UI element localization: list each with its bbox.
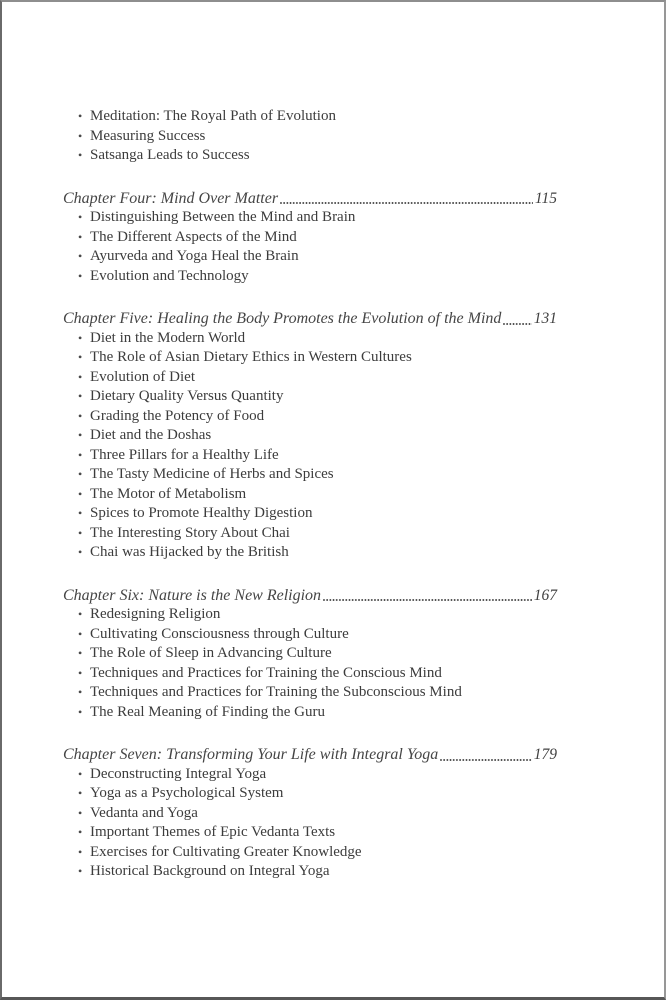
item-label: Distinguishing Between the Mind and Brain	[90, 209, 356, 225]
item-label: The Role of Sleep in Advancing Culture	[90, 645, 332, 661]
toc-item	[63, 683, 557, 703]
toc-item	[63, 368, 557, 388]
toc-item	[63, 485, 557, 505]
toc-item	[63, 862, 557, 882]
toc-item	[63, 823, 557, 843]
bullet-icon: •	[78, 408, 83, 423]
item-label: Evolution of Diet	[90, 368, 195, 385]
item-label: Vedanta and Yoga	[90, 804, 198, 821]
bullet-icon: •	[78, 525, 83, 540]
chapter-page-number: 131	[533, 310, 557, 327]
bullet-icon: •	[78, 229, 83, 244]
item-label: Diet and the Doshas	[90, 427, 212, 443]
toc-item	[63, 127, 557, 147]
chapter-title: Chapter Four: Mind Over Matter	[63, 189, 279, 207]
toc-item	[63, 146, 557, 166]
toc-item	[63, 348, 557, 368]
chapter-2-topic-list	[63, 605, 557, 722]
chapter-title: Chapter Five: Healing the Body Promotes the Evolution of the Mind	[63, 310, 502, 327]
toc-item	[63, 228, 557, 248]
bullet-icon: •	[78, 389, 83, 403]
item-label: Cultivating Consciousness through Culture	[90, 625, 349, 642]
toc-item	[63, 765, 557, 785]
item-label: The Different Aspects of the Mind	[90, 228, 297, 245]
chapter-heading-row	[63, 189, 557, 209]
item-label: Meditation: The Royal Path of Evolution	[90, 108, 336, 124]
chapter-page-number: 179	[533, 746, 557, 763]
toc-item	[63, 605, 557, 625]
item-label: Deconstructing Integral Yoga	[90, 765, 267, 782]
item-label: The Real Meaning of Finding the Guru	[90, 703, 325, 720]
toc-item	[63, 387, 557, 407]
bullet-icon: •	[78, 447, 83, 462]
item-label: The Interesting Story About Chai	[90, 524, 290, 541]
bullet-icon: •	[78, 109, 83, 123]
toc-item	[63, 524, 557, 544]
bullet-icon: •	[78, 428, 83, 442]
chapter-1-topic-list	[63, 329, 557, 563]
bullet-icon: •	[78, 626, 83, 641]
item-label: Diet in the Modern World	[90, 329, 246, 346]
bullet-icon: •	[78, 685, 83, 699]
continued-topic-list	[63, 107, 557, 166]
item-label: Three Pillars for a Healthy Life	[90, 446, 279, 463]
dot-leader	[323, 599, 532, 601]
item-label: The Motor of Metabolism	[90, 485, 247, 502]
item-label: Techniques and Practices for Training the Conscious Mind	[90, 664, 442, 681]
dot-leader	[280, 202, 533, 204]
chapter-page-number: 115	[534, 189, 557, 207]
bullet-icon: •	[78, 148, 83, 162]
toc-item	[63, 247, 557, 267]
bullet-icon: •	[78, 210, 83, 224]
item-label: Satsanga Leads to Success	[90, 147, 250, 163]
chapter-heading-row	[63, 586, 557, 606]
bullet-icon: •	[78, 766, 83, 781]
chapter-title: Chapter Six: Nature is the New Religion	[63, 586, 322, 604]
toc-content	[63, 107, 557, 882]
toc-item	[63, 504, 557, 524]
bullet-icon: •	[78, 844, 83, 859]
bullet-icon: •	[78, 268, 83, 283]
bullet-icon: •	[78, 467, 83, 481]
bullet-icon: •	[78, 646, 83, 660]
toc-item	[63, 625, 557, 645]
bullet-icon: •	[78, 704, 83, 719]
item-label: Redesigning Religion	[90, 606, 221, 622]
chapter-title: Chapter Seven: Transforming Your Life with Integral Yoga	[63, 746, 439, 763]
item-label: Chai was Hijacked by the British	[90, 544, 289, 560]
item-label: Yoga as a Psychological System	[90, 785, 284, 801]
item-label: Techniques and Practices for Training the Subconscious Mind	[90, 684, 462, 700]
toc-item	[63, 843, 557, 863]
bullet-icon: •	[78, 249, 83, 263]
toc-item	[63, 208, 557, 228]
bullet-icon: •	[78, 486, 83, 501]
bullet-icon: •	[78, 786, 83, 800]
bullet-icon: •	[78, 545, 83, 559]
toc-item	[63, 644, 557, 664]
chapter-3-topic-list	[63, 765, 557, 882]
toc-item	[63, 407, 557, 427]
item-label: Dietary Quality Versus Quantity	[90, 388, 284, 404]
item-label: Grading the Potency of Food	[90, 407, 265, 424]
item-label: The Role of Asian Dietary Ethics in Western Cultures	[90, 349, 412, 365]
item-label: The Tasty Medicine of Herbs and Spices	[90, 466, 334, 482]
item-label: Measuring Success	[90, 127, 206, 144]
item-label: Important Themes of Epic Vedanta Texts	[90, 824, 336, 840]
dot-leader	[440, 759, 531, 761]
bullet-icon: •	[78, 506, 83, 520]
toc-item	[63, 804, 557, 824]
chapter-0-topic-list	[63, 208, 557, 286]
chapter-page-number: 167	[533, 586, 557, 604]
bullet-icon: •	[78, 128, 83, 143]
toc-item	[63, 107, 557, 127]
item-label: Exercises for Cultivating Greater Knowledge	[90, 843, 362, 860]
toc-item	[63, 446, 557, 466]
bullet-icon: •	[78, 665, 83, 680]
chapter-heading-row	[63, 745, 557, 765]
toc-item	[63, 267, 557, 287]
toc-item	[63, 543, 557, 563]
toc-item	[63, 465, 557, 485]
item-label: Historical Background on Integral Yoga	[90, 863, 330, 879]
toc-item	[63, 784, 557, 804]
bullet-icon: •	[78, 607, 83, 621]
bullet-icon: •	[78, 805, 83, 820]
bullet-icon: •	[78, 864, 83, 878]
item-label: Ayurveda and Yoga Heal the Brain	[90, 248, 299, 264]
bullet-icon: •	[78, 369, 83, 384]
toc-item	[63, 426, 557, 446]
dot-leader	[503, 323, 531, 325]
chapter-heading-row	[63, 309, 557, 329]
item-label: Spices to Promote Healthy Digestion	[90, 505, 313, 521]
toc-item	[63, 329, 557, 349]
toc-item	[63, 703, 557, 723]
bullet-icon: •	[78, 350, 83, 364]
bullet-icon: •	[78, 825, 83, 839]
bullet-icon: •	[78, 330, 83, 345]
toc-item	[63, 664, 557, 684]
item-label: Evolution and Technology	[90, 267, 249, 284]
